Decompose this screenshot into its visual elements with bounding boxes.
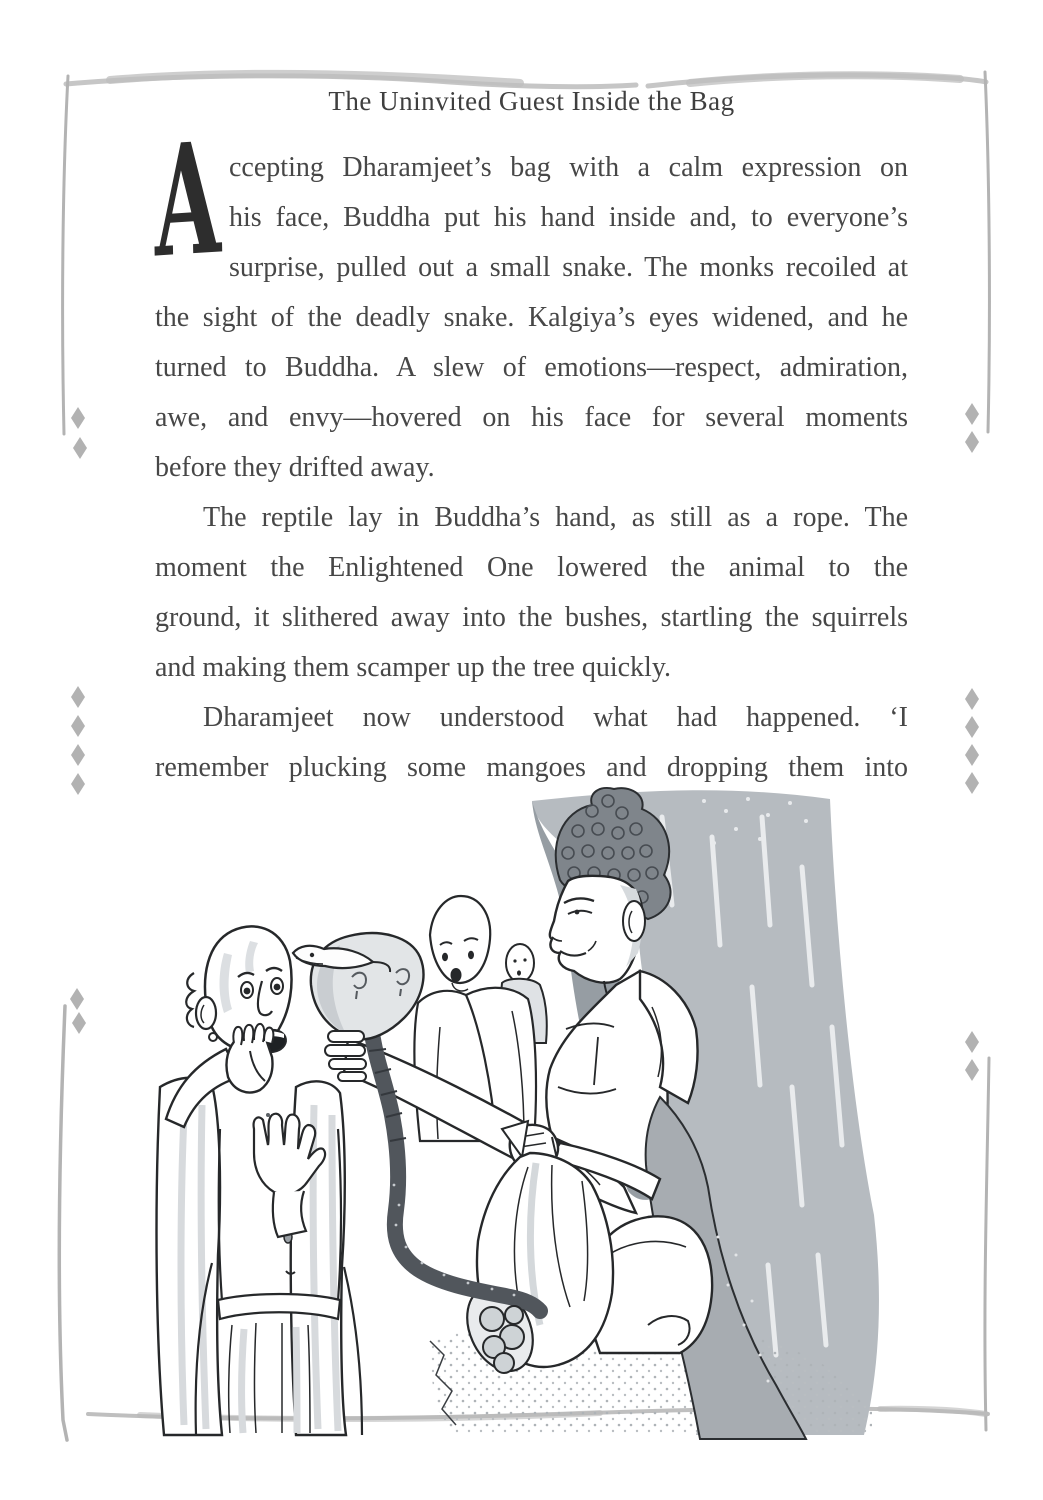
diamond-ornament: [965, 772, 979, 794]
paragraph-1: [152, 108, 908, 493]
monk-near: [414, 896, 536, 1141]
diamond-ornament: [70, 988, 84, 1010]
cobra-hood: [293, 933, 423, 1039]
text-line: surprise, pulled out a small snake. The monks recoiled at: [229, 252, 908, 283]
diamond-ornament: [965, 744, 979, 766]
gripping-hand: [325, 1031, 366, 1081]
diamond-ornament: [965, 688, 979, 710]
ground: [430, 1316, 872, 1435]
diamond-ornament: [71, 773, 85, 795]
text-line: remember plucking some mangoes and dropping them into: [155, 752, 908, 783]
text-line: ground, it slithered away into the bushes, startling the squirrels: [155, 602, 908, 633]
mangoes: [480, 1306, 524, 1373]
diamond-ornament: [965, 1059, 979, 1081]
chapter-title: The Uninvited Guest Inside the Bag: [328, 86, 735, 116]
diamond-ornament: [71, 715, 85, 737]
diamond-ornament: [73, 437, 87, 459]
diamond-ornament: [71, 686, 85, 708]
diamond-ornament: [71, 744, 85, 766]
diamond-ornament: [965, 431, 979, 453]
text-line: before they drifted away.: [155, 452, 435, 483]
backdrop: [532, 790, 879, 1435]
text-line: The reptile lay in Buddha’s hand, as still as a rope. The: [203, 502, 908, 533]
drop-cap: [152, 108, 229, 293]
text-line: awe, and envy—hovered on his face for several moments: [155, 402, 908, 433]
text-line: moment the Enlightened One lowered the animal to the: [155, 552, 908, 583]
mango-bag: [455, 1153, 613, 1381]
paragraph-2: [155, 493, 908, 693]
text-line: his face, Buddha put his hand inside and, to everyone’s: [229, 202, 908, 233]
text-line: and making them scamper up the tree quickly.: [155, 652, 672, 683]
diamond-ornament: [965, 716, 979, 738]
text-line: ccepting Dharamjeet’s bag with a calm expression on: [229, 152, 908, 183]
story-illustration: [100, 785, 1000, 1445]
diamond-ornament: [71, 407, 85, 429]
diamond-ornament: [965, 403, 979, 425]
snake: [364, 967, 540, 1311]
text-line: turned to Buddha. A slew of emotions—respect, admiration,: [155, 352, 908, 383]
monk-far: [501, 944, 547, 1043]
drop-cap-letter: A: [152, 108, 222, 293]
buddha: [344, 788, 806, 1439]
paragraph-3: [155, 693, 908, 793]
diamond-ornament: [72, 1012, 86, 1034]
text-line: Dharamjeet now understood what had happened. ‘I: [203, 702, 908, 733]
diamond-ornament: [965, 1031, 979, 1053]
text-line: the sight of the deadly snake. Kalgiya’s eyes widened, and he: [155, 302, 908, 333]
body-text: [152, 108, 908, 793]
shocked-man: [157, 926, 362, 1435]
